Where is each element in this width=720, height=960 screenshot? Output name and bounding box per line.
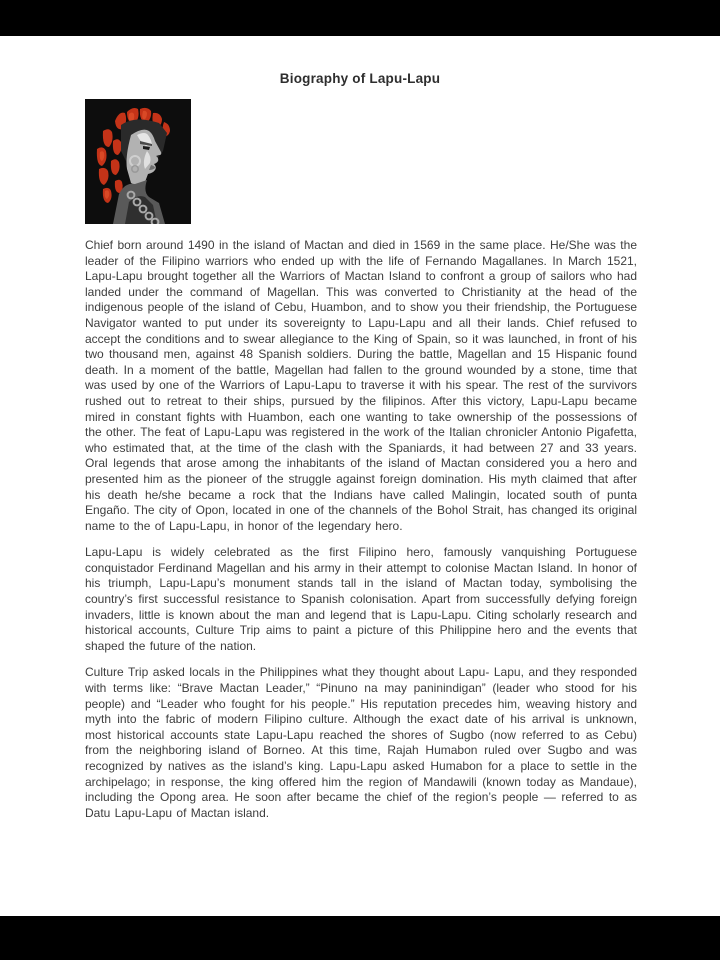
lapu-lapu-portrait-image (85, 99, 191, 224)
body-paragraph-2: Lapu-Lapu is widely celebrated as the first Filipino hero, famously vanquishing Portuguese conquistador Ferdinand Magellan and his army in their attempt to colonise Mactan Island. In honor of his triumph, Lapu-Lapu’s monument stands tall in the island of Mactan today, symbolising the country’s first successful resistance to Spanish colonisation. Apart from successfully defying foreign invaders, little is known about the man and legend that is Lapu-Lapu. Citing scholarly research and historical accounts, Culture Trip aims to paint a picture of this Philippine hero and the events that shaped the future of the nation. (85, 545, 637, 653)
letterbox-bar-top (0, 0, 720, 36)
document-body (85, 238, 637, 821)
body-paragraph-1: Chief born around 1490 in the island of Mactan and died in 1569 in the same place. He/She was the leader of the Filipino warriors who ended up with the life of Fernando Magallanes. In March 1521, Lapu-Lapu brought together all the Warriors of Mactan Island to confront a group of sailors who had landed under the command of Magellan. This was converted to Christianity at the head of the indigenous people of the island of Cebu, Huambon, and to show you their friendship, the Portuguese Navigator wanted to put under its sovereignty to Lapu-Lapu and all their lands. Chief refused to accept the conditions and to swear allegiance to the King of Spain, so it was launched, in front of his two thousand men, against 48 Spanish soldiers. During the battle, Magellan and 15 Hispanic found death. In a moment of the battle, Magellan had fallen to the ground wounded by a stone, time that was used by one of the Warriors of Lapu-Lapu to traverse it with his spear. The rest of the survivors rushed out to retreat to their ships, pursued by the filipinos. After this victory, Lapu-Lapu became mired in constant fights with Huambon, each one wanting to take ownership of the possessions of the other. The feat of Lapu-Lapu was registered in the work of the Italian chronicler Antonio Pigafetta, who estimated that, at the time of the clash with the Spaniards, it had between 27 and 33 years. Oral legends that arose among the inhabitants of the island of Mactan considered you a hero and presented him as the pioneer of the struggle against foreign domination. His myth claimed that after his death he/she became a rock that the Indians have called Malingin, located south of punta Engaño. The city of Opon, located in one of the channels of the Bohol Strait, has changed its original name to the of Lapu-Lapu, in honor of the legendary hero. (85, 238, 637, 533)
document-page (0, 36, 720, 916)
page-title: Biography of Lapu-Lapu (279, 71, 441, 86)
letterbox-bar-bottom (0, 916, 720, 960)
body-paragraph-3: Culture Trip asked locals in the Philippines what they thought about Lapu- Lapu, and they responded with terms like: “Brave Mactan Leader,” “Pinuno na may paninindigan” (leader who stood for his people) and “Leader who fought for his people.” His reputation precedes him, weaving history and myth into the fabric of modern Filipino culture. Although the exact date of his arrival is unknown, most historical accounts state Lapu-Lapu reached the shores of Sugbo (now referred to as Cebu) from the neighboring island of Borneo. At this time, Rajah Humabon ruled over Sugbo and was recognized by natives as the island’s king. Lapu-Lapu asked Humabon for a place to settle in the archipelago; in response, the king offered him the region of Mandawili (known today as Mandaue), including the Opong area. He soon after became the chief of the region’s people — referred to as Datu Lapu-Lapu of Mactan island. (85, 665, 637, 820)
